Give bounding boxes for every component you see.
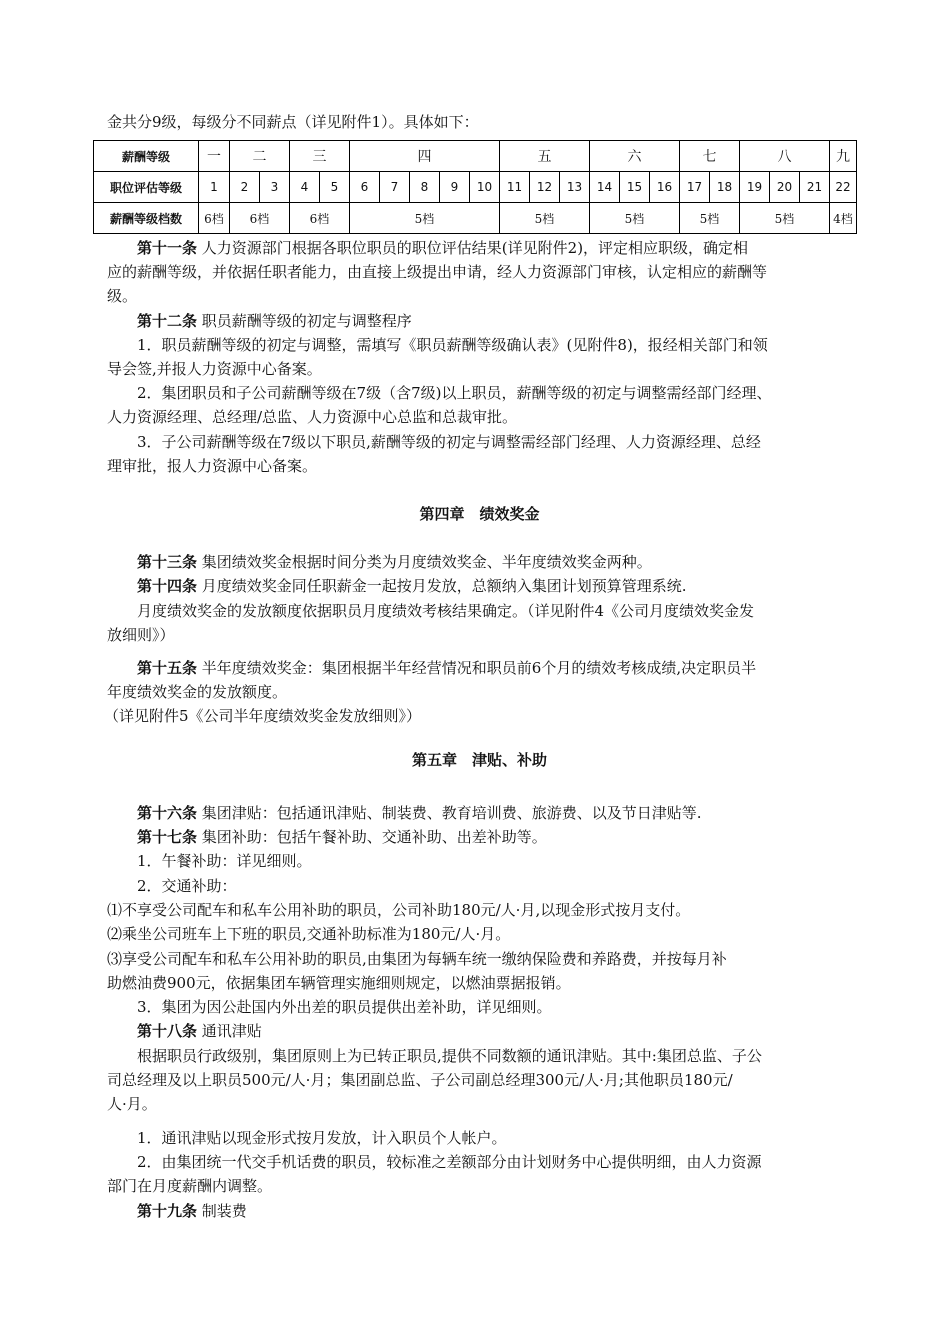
article-15-line-1	[137, 658, 852, 678]
level-cell: 11	[500, 172, 530, 203]
article-17-sub-1: ⑴不享受公司配车和私车公用补助的职员，公司补助180元/人·月,以现金形式按月支付。	[107, 901, 691, 919]
level-cell: 22	[830, 172, 857, 203]
step-cell: 6档	[290, 203, 350, 234]
grade-cell: 三	[290, 141, 350, 172]
step-cell: 5档	[590, 203, 680, 234]
article-18-heading	[137, 1021, 852, 1041]
chapter-5-heading: 第五章 津贴、补助	[411, 751, 547, 769]
level-cell: 4	[290, 172, 320, 203]
salary-grade-table	[93, 140, 857, 234]
grade-cell: 一	[199, 141, 230, 172]
article-17-item-1: 1．午餐补助：详见细则。	[137, 852, 312, 870]
article-text: 月度绩效奖金同任职薪金一起按月发放，总额纳入集团计划预算管理系统.	[201, 577, 687, 595]
grade-cell: 二	[230, 141, 290, 172]
article-17-sub-3-line-1: ⑶享受公司配车和私车公用补助的职员,由集团为每辆车统一缴纳保险费和养路费，并按每月补	[107, 950, 727, 968]
article-label: 第十四条	[137, 577, 198, 595]
intro-line: 金共分9级，每级分不同薪点（详见附件1）。具体如下：	[107, 113, 479, 131]
level-cell: 19	[740, 172, 770, 203]
step-cell: 5档	[680, 203, 740, 234]
level-cell: 1	[199, 172, 230, 203]
article-text: 集团津贴：包括通讯津贴、制装费、教育培训费、旅游费、以及节日津贴等.	[201, 804, 702, 822]
article-label: 第十二条	[137, 312, 198, 330]
grade-cell: 四	[350, 141, 500, 172]
article-11-line-3: 级。	[107, 287, 138, 305]
article-14-line	[137, 576, 852, 596]
article-text: 集团补助：包括午餐补助、交通补助、出差补助等。	[201, 828, 547, 846]
article-label: 第十九条	[137, 1202, 198, 1220]
article-18-item-1: 1．通讯津贴以现金形式按月发放，计入职员个人帐户。	[137, 1129, 507, 1147]
article-label: 第十七条	[137, 828, 198, 846]
article-12-item-1-line-2: 导会签,并报人力资源中心备案。	[107, 360, 322, 378]
article-label: 第十六条	[137, 804, 198, 822]
article-12-item-3-line-2: 理审批，报人力资源中心备案。	[107, 457, 318, 475]
level-cell: 7	[380, 172, 410, 203]
article-17-sub-2: ⑵乘坐公司班车上下班的职员,交通补助标准为180元/人·月。	[107, 925, 511, 943]
article-12-item-1-line-1: 1．职员薪酬等级的初定与调整，需填写《职员薪酬等级确认表》(见附件8)，报经相关部门和领	[137, 336, 768, 354]
article-18-item-2-line-2: 部门在月度薪酬内调整。	[107, 1177, 273, 1195]
grade-cell: 五	[500, 141, 590, 172]
level-cell: 10	[470, 172, 500, 203]
article-17-line	[137, 827, 852, 847]
article-text: 人力资源部门根据各职位职员的职位评估结果(详见附件2)，评定相应职级，确定相	[201, 239, 749, 257]
grade-cell: 八	[740, 141, 830, 172]
article-text: 集团绩效奖金根据时间分类为月度绩效奖金、半年度绩效奖金两种。	[201, 553, 652, 571]
article-title: 制装费	[201, 1202, 247, 1220]
article-18-p-line-3: 人·月。	[107, 1095, 157, 1113]
level-cell: 17	[680, 172, 710, 203]
article-11-line-2: 应的薪酬等级，并依据任职者能力，由直接上级提出申请，经人力资源部门审核，认定相应的薪酬等	[107, 263, 768, 281]
row-header-salary-grade: 薪酬等级	[94, 141, 199, 172]
chapter-4-heading: 第四章 绩效奖金	[419, 505, 540, 523]
article-label: 第十一条	[137, 239, 198, 257]
article-15-line-3: （详见附件5《公司半年度绩效奖金发放细则》）	[104, 707, 422, 725]
step-cell: 4档	[830, 203, 857, 234]
article-label: 第十三条	[137, 553, 198, 571]
level-cell: 20	[770, 172, 800, 203]
level-cell: 21	[800, 172, 830, 203]
row-header-position-level: 职位评估等级	[94, 172, 199, 203]
step-cell: 6档	[230, 203, 290, 234]
level-cell: 18	[710, 172, 740, 203]
article-12-item-2-line-2: 人力资源经理、总经理/总监、人力资源中心总监和总裁审批。	[107, 408, 518, 426]
level-cell: 13	[560, 172, 590, 203]
article-17-item-3: 3．集团为因公赴国内外出差的职员提供出差补助，详见细则。	[137, 998, 552, 1016]
article-17-item-2: 2．交通补助：	[137, 877, 237, 895]
article-title: 通讯津贴	[201, 1022, 262, 1040]
article-15-line-2: 年度绩效奖金的发放额度。	[107, 683, 288, 701]
level-cell: 5	[320, 172, 350, 203]
step-cell: 5档	[500, 203, 590, 234]
article-18-p-line-1: 根据职员行政级别，集团原则上为已转正职员,提供不同数额的通讯津贴。其中:集团总监、子公	[137, 1047, 762, 1065]
grade-cell: 九	[830, 141, 857, 172]
article-label: 第十八条	[137, 1022, 198, 1040]
article-title: 职员薪酬等级的初定与调整程序	[201, 312, 412, 330]
level-cell: 6	[350, 172, 380, 203]
article-12-heading	[137, 311, 852, 331]
level-cell: 14	[590, 172, 620, 203]
table-row-steps	[94, 203, 857, 234]
grade-cell: 六	[590, 141, 680, 172]
level-cell: 8	[410, 172, 440, 203]
article-18-item-2-line-1: 2．由集团统一代交手机话费的职员，较标准之差额部分由计划财务中心提供明细，由人力资源	[137, 1153, 762, 1171]
level-cell: 2	[230, 172, 260, 203]
article-12-item-2-line-1: 2．集团职员和子公司薪酬等级在7级（含7级)以上职员，薪酬等级的初定与调整需经部门经理、	[137, 384, 772, 402]
step-cell: 5档	[350, 203, 500, 234]
level-cell: 3	[260, 172, 290, 203]
level-cell: 9	[440, 172, 470, 203]
article-11-line-1	[137, 238, 852, 258]
article-13-line	[137, 552, 852, 572]
table-row-levels	[94, 172, 857, 203]
table-row-grades	[94, 141, 857, 172]
level-cell: 12	[530, 172, 560, 203]
row-header-step-count: 薪酬等级档数	[94, 203, 199, 234]
article-14-p2-line-2: 放细则》）	[107, 626, 175, 644]
article-19-heading	[137, 1201, 852, 1221]
article-12-item-3-line-1: 3．子公司薪酬等级在7级以下职员,薪酬等级的初定与调整需经部门经理、人力资源经理、总经	[137, 433, 761, 451]
article-label: 第十五条	[137, 659, 198, 677]
article-16-line	[137, 803, 852, 823]
article-14-p2-line-1: 月度绩效奖金的发放额度依据职员月度绩效考核结果确定。（详见附件4《公司月度绩效奖金发	[137, 602, 755, 620]
step-cell: 5档	[740, 203, 830, 234]
article-18-p-line-2: 司总经理及以上职员500元/人·月；集团副总监、子公司副总经理300元/人·月;其他职员180元/	[107, 1071, 733, 1089]
article-text: 半年度绩效奖金：集团根据半年经营情况和职员前6个月的绩效考核成绩,决定职员半	[201, 659, 757, 677]
article-17-sub-3-line-2: 助燃油费900元，依据集团车辆管理实施细则规定，以燃油票据报销。	[107, 974, 571, 992]
grade-cell: 七	[680, 141, 740, 172]
level-cell: 15	[620, 172, 650, 203]
level-cell: 16	[650, 172, 680, 203]
step-cell: 6档	[199, 203, 230, 234]
